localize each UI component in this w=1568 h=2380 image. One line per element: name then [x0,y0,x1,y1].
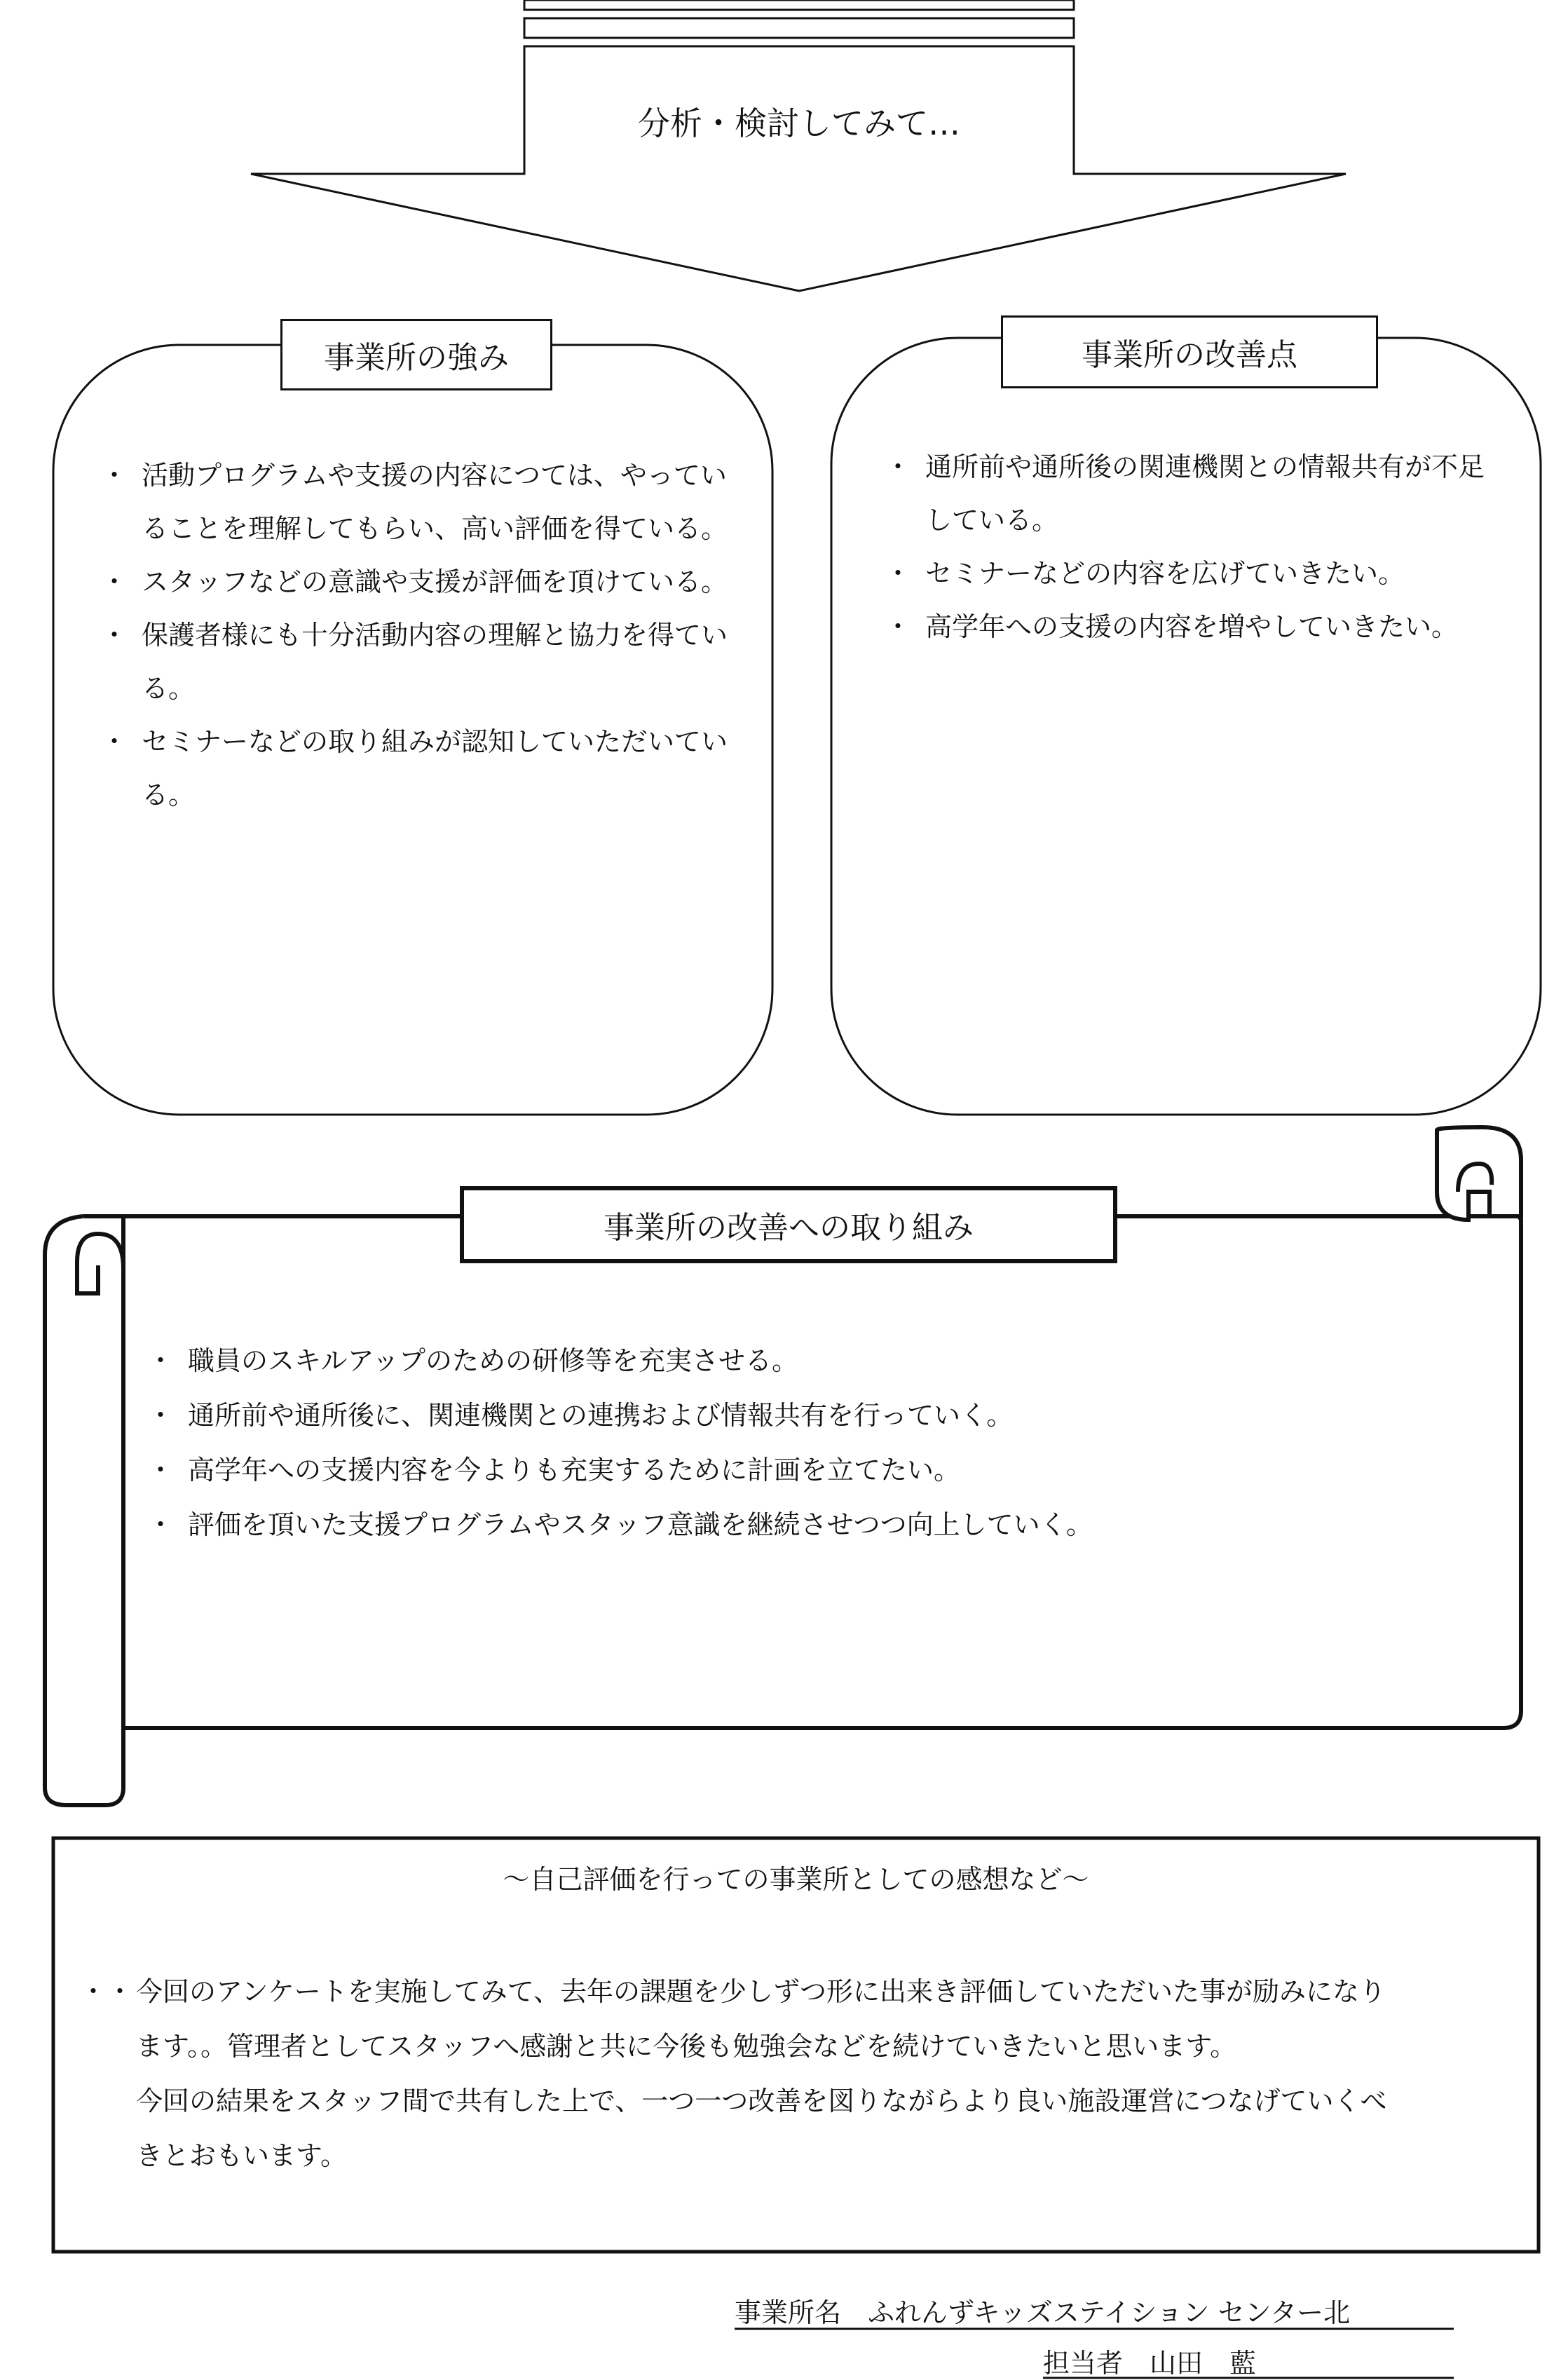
effort-item: ・ 高学年への支援内容を今よりも充実するために計画を立てたい。 [147,1443,1479,1497]
effort-item: ・ 職員のスキルアップのための研修等を充実させる。 [147,1333,1479,1388]
strength-item: ・ セミナーなどの取り組みが認知していただいている。 [101,715,732,822]
strengths-title: 事業所の強み [280,319,552,390]
impressions-body [136,1964,1531,2183]
impressions-line: きとおもいます。 [136,2140,347,2171]
efforts-title: 事業所の改善への取り組み [460,1186,1117,1263]
impressions-line: 今回のアンケートを実施してみて、去年の課題を少しずつ形に出来き評価していただいた事が励みになり [136,1976,1386,2007]
footer-office-name: 事業所名 ふれんずキッズステイション センター北 [735,2297,1351,2328]
down-arrow [251,46,1346,291]
improvements-title: 事業所の改善点 [1001,315,1378,388]
impressions-bullet: ・・ [80,1976,134,2007]
improvements-list [885,440,1508,653]
improvement-item: ・ セミナーなどの内容を広げていきたい。 [885,547,1508,600]
strength-item: ・ 活動プログラムや支援の内容につては、やっていることを理解してもらい、高い評価を得ている。 [101,449,732,555]
impressions-line: ます。。管理者としてスタッフへ感謝と共に今後も勉強会などを続けていきたいと思います。 [136,2031,1237,2062]
strength-item: ・ スタッフなどの意識や支援が評価を頂けている。 [101,555,732,608]
effort-item: ・ 評価を頂いた支援プログラムやスタッフ意識を継続させつつ向上していく。 [147,1497,1479,1552]
arrow-top-strip-1 [524,0,1074,10]
improvement-item: ・ 通所前や通所後の関連機関との情報共有が不足している。 [885,440,1508,547]
effort-item: ・ 通所前や通所後に、関連機関との連携および情報共有を行っていく。 [147,1388,1479,1443]
strengths-list [101,449,732,822]
footer-person-in-charge: 担当者 山田 藍 [1043,2348,1257,2379]
efforts-list [147,1333,1479,1552]
impressions-line: 今回の結果をスタッフ間で共有した上で、一つ一つ改善を図りながらより良い施設運営につなげていくべ [136,2086,1387,2116]
strength-item: ・ 保護者様にも十分活動内容の理解と協力を得ている。 [101,608,732,715]
impressions-title: ～自己評価を行っての事業所としての感想など～ [503,1864,1089,1895]
impressions-panel [53,1838,1539,2252]
arrow-caption: 分析・検討してみて… [638,104,960,142]
arrow-top-strip-2 [524,18,1074,38]
improvement-item: ・ 高学年への支援の内容を増やしていきたい。 [885,600,1508,653]
